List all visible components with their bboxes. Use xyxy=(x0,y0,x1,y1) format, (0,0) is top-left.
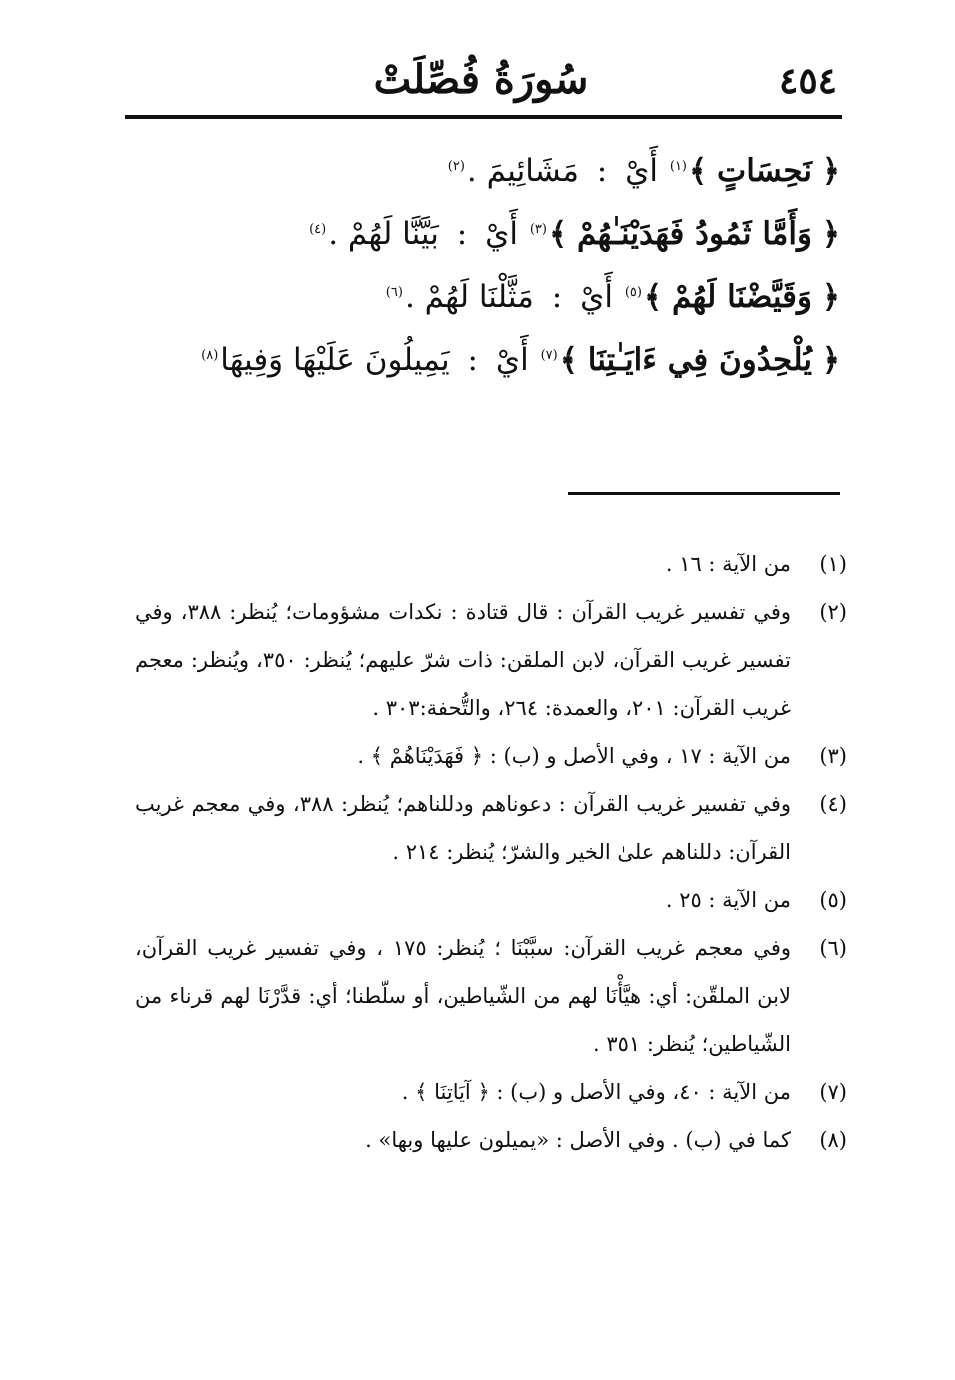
gloss-entry xyxy=(140,140,840,203)
header-divider xyxy=(125,115,842,119)
footnote-number: (٢) xyxy=(819,600,847,624)
footnote-text: وفي معجم غريب القرآن: سبَّبْنَا ؛ يُنظر: ١٧٥ ، وفي تفسير غريب القرآن، لابن الملقّن: أي: هيَّأْنَا لهم من الشّياطين، أو سلّطنا؛ أي: قدَّرْنَا لهم قرناء من الشّياطين؛ يُنظر: ٣٥١ . xyxy=(135,936,791,1056)
footnote-number: (٣) xyxy=(819,744,847,768)
explanation-text: بَيَّنَّا لَهُمْ . xyxy=(328,216,439,252)
close-bracket: ﴾ xyxy=(548,216,568,252)
open-bracket: ﴿ xyxy=(821,279,840,315)
footnote-divider xyxy=(568,492,840,495)
footnote-number: (٨) xyxy=(819,1128,847,1152)
gloss-entry xyxy=(140,266,840,329)
close-bracket: ﴾ xyxy=(643,279,663,315)
explanation-marker: أَيْ xyxy=(485,216,518,252)
footnote xyxy=(135,1116,847,1164)
surah-title: سُورَةُ فُصِّلَتْ xyxy=(373,56,589,103)
explanation-text: يَمِيلُونَ عَلَيْهَا وَفِيهَا xyxy=(220,342,450,378)
footnote-ref: (٧) xyxy=(540,347,558,363)
gloss-entry xyxy=(140,203,840,266)
footnote xyxy=(135,588,847,732)
close-bracket: ﴾ xyxy=(689,153,708,189)
explanation-text: مَثَّلْنَا لَهُمْ . xyxy=(404,279,534,315)
footnote-text: من الآية : ٤٠، وفي الأصل و (ب) : ﴿ آيَاتِنَا ﴾ . xyxy=(401,1080,791,1104)
colon: : xyxy=(467,342,478,378)
footnote-ref: (٨) xyxy=(201,347,219,363)
colon: : xyxy=(551,279,563,315)
footnote-ref: (٣) xyxy=(529,221,547,237)
quranic-word: يُلْحِدُونَ فِي ءَايَـٰتِنَا xyxy=(587,342,812,378)
footnotes-section xyxy=(135,540,847,1164)
page-number: ٤٥٤ xyxy=(778,60,837,102)
quranic-word: وَأَمَّا ثَمُودُ فَهَدَيْنَـٰهُمْ xyxy=(577,216,812,252)
explanation-marker: أَيْ xyxy=(580,279,613,315)
footnote-text: وفي تفسير غريب القرآن : قال قتادة : نكدات مشؤومات؛ يُنظر: ٣٨٨، وفي تفسير غريب القرآن، لابن الملقن: ذات شرّ عليهم؛ يُنظر: ٣٥٠، ويُنظر: معجم غريب القرآن: ٢٠١، والعمدة: ٢٦٤، والتُّحفة:٣٠٣ . xyxy=(135,600,791,720)
footnote-number: (١) xyxy=(819,552,847,576)
footnote-ref: (٦) xyxy=(385,284,403,300)
explanation-text: مَشَائِيمَ . xyxy=(466,153,579,189)
footnote xyxy=(135,732,847,780)
footnote-number: (٤) xyxy=(819,792,847,816)
explanation-marker: أَيْ xyxy=(495,342,529,378)
footnote xyxy=(135,876,847,924)
footnote-text: وفي تفسير غريب القرآن : دعوناهم ودللناهم؛ يُنظر: ٣٨٨، وفي معجم غريب القرآن: دللناهم علىٰ الخير والشرّ؛ يُنظر: ٢١٤ . xyxy=(135,792,791,864)
footnote-text: كما في (ب) . وفي الأصل : «يميلون عليها وبها» . xyxy=(365,1128,791,1152)
footnote-ref: (٥) xyxy=(624,284,642,300)
gloss-entries xyxy=(140,140,840,392)
footnote xyxy=(135,780,847,876)
page-header xyxy=(125,54,837,106)
footnote xyxy=(135,540,847,588)
footnote xyxy=(135,1068,847,1116)
footnote-text: من الآية : ٢٥ . xyxy=(665,888,791,912)
footnote-number: (٧) xyxy=(819,1080,847,1104)
footnote-text: من الآية : ١٧ ، وفي الأصل و (ب) : ﴿ فَهَدَيْنَاهُمْ ﴾ . xyxy=(357,744,791,768)
footnote-number: (٦) xyxy=(819,936,847,960)
footnote-number: (٥) xyxy=(819,888,847,912)
gloss-entry xyxy=(140,329,840,392)
footnote-ref: (٢) xyxy=(447,158,465,174)
colon: : xyxy=(596,153,608,189)
footnote-ref: (١) xyxy=(669,158,687,174)
open-bracket: ﴿ xyxy=(821,216,840,252)
quranic-word: نَحِسَاتٍ xyxy=(717,153,812,189)
explanation-marker: أَيْ xyxy=(625,153,658,189)
footnote-text: من الآية : ١٦ . xyxy=(665,552,791,576)
close-bracket: ﴾ xyxy=(559,342,578,378)
footnote xyxy=(135,924,847,1068)
open-bracket: ﴿ xyxy=(821,342,840,378)
footnote-ref: (٤) xyxy=(309,221,327,237)
open-bracket: ﴿ xyxy=(821,153,840,189)
colon: : xyxy=(456,216,468,252)
quranic-word: وَقَيَّضْنَا لَهُمْ xyxy=(671,279,812,315)
